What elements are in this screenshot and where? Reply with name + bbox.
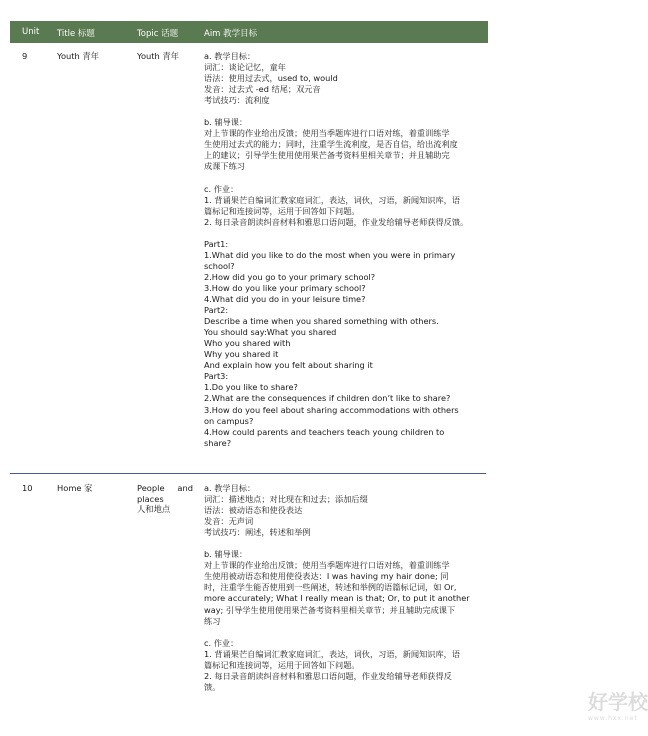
- aim-line: 4.How could parents and teachers teach young children to: [204, 426, 445, 437]
- aim-line: share?: [204, 437, 232, 448]
- aim-line: 3.How do you like your primary school?: [204, 282, 366, 293]
- aim-line: 语法：被动语态和使役表达: [204, 505, 303, 516]
- unit-topic: Youth 青年: [137, 51, 180, 61]
- unit-number: 9: [22, 51, 28, 61]
- aim-line: school?: [204, 260, 235, 271]
- aim-line: Who you shared with: [204, 338, 291, 349]
- aim-line: c. 作业：: [204, 183, 239, 194]
- aim-line: on campus?: [204, 415, 254, 426]
- aim-line: b. 辅导课：: [204, 549, 248, 560]
- aim-line: b. 辅导课：: [204, 117, 248, 128]
- aim-spacer: [204, 538, 485, 549]
- header-aim: Aim 教学目标: [204, 29, 258, 39]
- aim-spacer: [204, 173, 485, 184]
- unit-title: Youth 青年: [57, 51, 100, 61]
- aim-line: 考试技巧：流利度: [204, 95, 270, 106]
- aim-line: c. 作业：: [204, 637, 239, 648]
- aim-line: Describe a time when you shared something with others.: [204, 316, 439, 327]
- unit-title: Home 家: [57, 483, 93, 493]
- aim-spacer: [204, 627, 485, 638]
- aim-line: 篇标记和连接词等，运用于回答如下问题。: [204, 205, 360, 216]
- aim-line: 语法：使用过去式，used to, would: [204, 73, 338, 84]
- row-divider: [10, 473, 486, 474]
- aim-line: 生使用被动语态和使用使役表达：I was having my hair done; 同: [204, 571, 449, 582]
- aim-line: 1.Do you like to share?: [204, 382, 298, 393]
- aim-line: You should say:What you shared: [204, 327, 337, 338]
- aim-spacer: [204, 106, 485, 117]
- aim-line: 时，注重学生能否使用到一些阐述，转述和举例的语篇标记词，如 Or,: [204, 582, 457, 593]
- unit-topic: People and places 人和地点: [137, 483, 193, 514]
- aim-cell: [204, 51, 485, 449]
- aim-cell: [204, 483, 485, 693]
- aim-line: 馈。: [204, 681, 221, 692]
- unit-number: 10: [22, 483, 33, 493]
- header-topic: Topic 话题: [137, 29, 179, 39]
- header-title: Title 标题: [57, 29, 95, 39]
- table-header: [10, 21, 488, 43]
- aim-line: 上的建议；引导学生使用使用果芒备考资料里相关章节；并且辅助完: [204, 150, 450, 161]
- aim-line: 对上节课的作业给出反馈；使用当季题库进行口语对练，着重训练学: [204, 560, 450, 571]
- aim-line: 对上节课的作业给出反馈；使用当季题库进行口语对练，着重训练学: [204, 128, 450, 139]
- aim-line: 篇标记和连接词等，运用于回答如下问题。: [204, 659, 360, 670]
- aim-line: And explain how you felt about sharing it: [204, 360, 373, 371]
- aim-line: 考试技巧：阐述，转述和举例: [204, 527, 311, 538]
- aim-line: 1. 背诵果芒自编词汇教家庭词汇，表达，词伙，习语，新闻知识库，语: [204, 648, 461, 659]
- aim-line: 3.How do you feel about sharing accommodations with others: [204, 404, 459, 415]
- aim-line: a. 教学目标：: [204, 51, 256, 61]
- aim-line: Part1:: [204, 238, 229, 249]
- aim-line: 2. 每日录音朗读纠音材料和雅思口语问题，作业发给辅导老师获得反馈。: [204, 216, 469, 227]
- aim-line: Part2:: [204, 305, 229, 316]
- aim-line: Part3:: [204, 371, 229, 382]
- aim-spacer: [204, 228, 485, 239]
- aim-line: 2.How did you go to your primary school?: [204, 271, 376, 282]
- aim-line: 成课下练习: [204, 161, 245, 172]
- aim-line: 1. 背诵果芒自编词汇教家庭词汇，表达，词伙，习语，新闻知识库，语: [204, 194, 461, 205]
- aim-line: Why you shared it: [204, 349, 279, 360]
- aim-line: 练习: [204, 615, 221, 626]
- aim-line: 2. 每日录音朗读纠音材料和雅思口语问题，作业发给辅导老师获得反: [204, 670, 452, 681]
- aim-line: 2.What are the consequences if children don’t like to share?: [204, 393, 451, 404]
- aim-line: a. 教学目标：: [204, 483, 256, 493]
- aim-line: 发音：过去式 -ed 结尾；双元音: [204, 84, 321, 95]
- aim-line: 1.What did you like to do the most when you were in primary: [204, 249, 456, 260]
- aim-line: 词汇：谈论记忆，童年: [204, 62, 286, 73]
- aim-line: 发音：无声词: [204, 516, 254, 527]
- aim-line: way; 引导学生使用使用果芒备考资料里相关章节；并且辅助完成课下: [204, 604, 456, 615]
- watermark-logo: 好学校 www.hxx.net: [588, 690, 648, 722]
- aim-line: more accurately; What I really mean is that; Or, to put it another: [204, 593, 470, 604]
- header-unit: Unit: [22, 27, 40, 37]
- aim-line: 词汇：描述地点；对比现在和过去；添加后缀: [204, 494, 368, 505]
- aim-line: 生使用过去式的能力；同时，注重学生流利度，是否自信，给出流利度: [204, 139, 458, 150]
- aim-line: 4.What did you do in your leisure time?: [204, 294, 366, 305]
